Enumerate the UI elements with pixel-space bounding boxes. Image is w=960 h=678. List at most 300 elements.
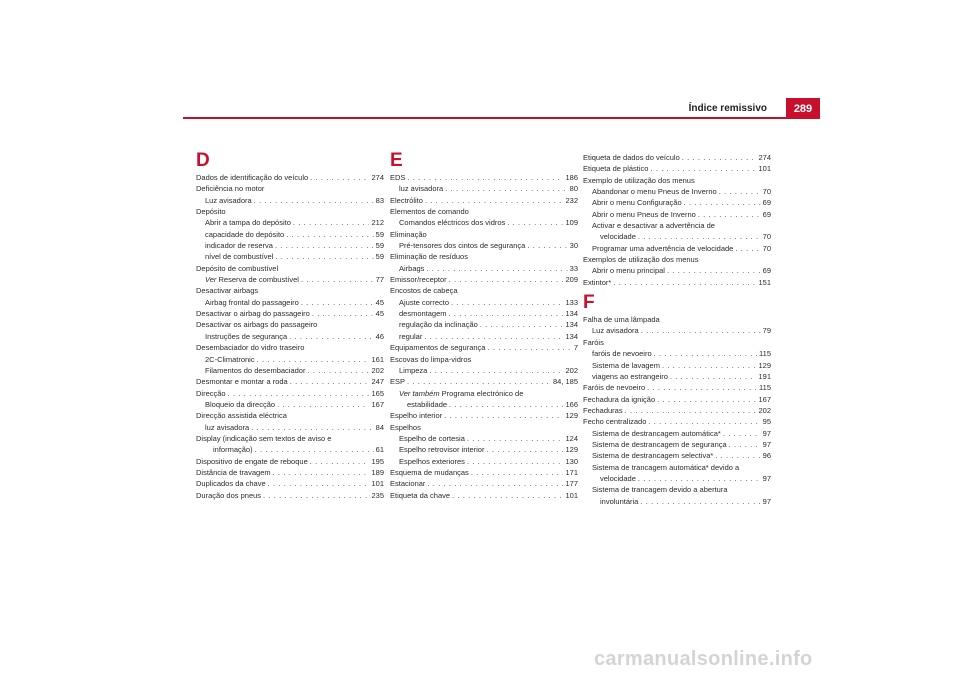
index-entry [390, 285, 578, 296]
entry-page: 134 [565, 309, 578, 319]
leader-dots [277, 399, 369, 410]
leader-dots [613, 277, 756, 288]
index-entry [196, 331, 384, 342]
leader-dots [638, 231, 761, 242]
leader-dots [273, 467, 370, 478]
leader-dots [257, 354, 370, 365]
entry-text: viagens ao estrangeiro [592, 371, 668, 381]
index-entry [196, 206, 384, 217]
entry-text: EDS [390, 173, 406, 182]
leader-dots [449, 399, 563, 410]
leader-dots [719, 186, 761, 197]
entry-label [196, 467, 271, 478]
entry-label [205, 331, 287, 342]
entry-page: 70 [762, 187, 771, 197]
leader-dots [263, 490, 369, 501]
leader-dots [467, 433, 564, 444]
entry-label [390, 478, 425, 489]
index-entry [583, 175, 771, 186]
entry-page: 133 [565, 297, 578, 307]
entry-text: Duração dos pneus [196, 490, 262, 500]
leader-dots [228, 388, 370, 399]
index-entry [196, 217, 384, 228]
leader-dots [487, 342, 571, 353]
leader-dots [735, 243, 760, 254]
entry-text: Falha de uma lâmpada [583, 315, 660, 325]
leader-dots [638, 473, 761, 484]
index-entry [583, 462, 771, 473]
index-column-3 [583, 152, 771, 507]
entry-text: desmontagem [399, 309, 447, 319]
index-entry [390, 183, 578, 194]
entry-text: Luz avisadora [205, 195, 252, 205]
entry-page: 59 [375, 229, 384, 239]
entry-text: Programa electrónico de [439, 388, 524, 398]
entry-text: Airbags [399, 263, 425, 273]
entry-label [205, 399, 275, 410]
entry-label [399, 183, 443, 194]
entry-text: Fechadura da ignição [583, 394, 656, 404]
entry-page: 97 [762, 473, 771, 483]
entry-text: Electrólito [390, 195, 423, 205]
entry-page: 274 [758, 153, 771, 162]
entry-text: Fecho centralizado [583, 417, 647, 427]
index-entry [583, 371, 771, 382]
entry-text: Etiqueta da chave [390, 490, 451, 500]
entry-page: 96 [762, 451, 771, 461]
entry-text: Bloqueio da direcção [205, 399, 276, 409]
index-entry [390, 195, 578, 206]
entry-page: 129 [565, 411, 578, 421]
index-entry [583, 348, 771, 359]
entry-label [390, 376, 405, 387]
index-entry [583, 254, 771, 265]
leader-dots [407, 172, 563, 183]
index-entry [583, 197, 771, 208]
index-entry [196, 388, 384, 399]
entry-text: Eliminação de resíduos [390, 252, 468, 262]
leader-dots [310, 456, 370, 467]
index-entry [583, 382, 771, 393]
leader-dots [662, 360, 757, 371]
entry-text: Desmontar e montar a roda [196, 377, 288, 387]
entry-label [390, 172, 405, 183]
entry-text: Sistema de trancagem automática* devido a [592, 462, 740, 472]
entry-label [205, 195, 252, 206]
index-entry [196, 251, 384, 262]
entry-page: 69 [762, 266, 771, 276]
entry-page: 130 [565, 456, 578, 466]
entry-page: 77 [375, 275, 384, 285]
index-entry [390, 319, 578, 330]
index-entry [390, 478, 578, 489]
entry-label [390, 274, 447, 285]
entry-label [592, 220, 715, 231]
entry-label [196, 285, 258, 296]
entry-text: Abrir o menu Pneus de Inverno [592, 209, 696, 219]
entry-text: Airbag frontal do passageiro [205, 297, 299, 307]
entry-label [205, 365, 305, 376]
leader-dots [723, 428, 761, 439]
index-entry [390, 365, 578, 376]
index-entry [196, 240, 384, 251]
entry-text: Esquema de mudanças [390, 467, 469, 477]
index-entry [390, 399, 578, 410]
leader-dots [307, 365, 369, 376]
entry-label [196, 478, 266, 489]
entry-page: 59 [375, 252, 384, 262]
entry-label [196, 172, 308, 183]
entry-page: 134 [565, 331, 578, 341]
entry-text: Depósito [196, 207, 226, 217]
index-entry [196, 229, 384, 240]
entry-label [196, 206, 226, 217]
index-entry [196, 478, 384, 489]
entry-text: Distância de travagem [196, 467, 271, 477]
entry-text: Encostos de cabeça [390, 286, 458, 296]
entry-text: Sistema de trancagem devido a abertura [592, 485, 728, 495]
index-entry [196, 263, 384, 274]
entry-label [196, 319, 317, 330]
entry-label [592, 450, 713, 461]
entry-label [390, 467, 469, 478]
entry-text: Deficiência no motor [196, 184, 265, 194]
entry-text: Dispositivo de engate de reboque [196, 456, 308, 466]
index-entry [390, 308, 578, 319]
leader-dots [424, 331, 563, 342]
leader-dots [275, 251, 373, 262]
entry-page: 45 [375, 309, 384, 319]
index-entry [390, 354, 578, 365]
entry-see-also: Ver também [399, 388, 440, 398]
entry-text: Filamentos do desembaciador [205, 365, 306, 375]
entry-label [205, 229, 284, 240]
entry-label [205, 217, 291, 228]
leader-dots [647, 382, 757, 393]
entry-page: 109 [565, 218, 578, 228]
entry-text: Pré-tensores dos cintos de segurança [399, 241, 526, 251]
leader-dots [451, 297, 563, 308]
entry-page: 80 [569, 184, 578, 194]
entry-page: 165 [371, 388, 384, 398]
entry-page: 69 [762, 198, 771, 208]
page-title: Índice remissivo [688, 103, 767, 114]
index-entry [196, 365, 384, 376]
leader-dots [268, 478, 370, 489]
leader-dots [480, 319, 564, 330]
entry-label [583, 314, 660, 325]
leader-dots [449, 274, 564, 285]
leader-dots [445, 183, 567, 194]
index-entry [390, 251, 578, 262]
entry-label [592, 243, 733, 254]
index-entry [196, 274, 384, 285]
index-entry [196, 195, 384, 206]
entry-label [399, 433, 465, 444]
section-letter: E [390, 150, 403, 171]
entry-page: 45 [375, 297, 384, 307]
leader-dots [452, 490, 563, 501]
entry-label [390, 285, 458, 296]
entry-text: estabilidade [407, 399, 448, 409]
entry-page: 115 [759, 383, 771, 393]
index-entry [583, 220, 771, 231]
entry-label [399, 319, 478, 330]
entry-text: Sistema de lavagem [592, 360, 660, 370]
entry-label [407, 399, 447, 410]
leader-dots [684, 197, 761, 208]
entry-label [600, 473, 636, 484]
index-entry [390, 490, 578, 501]
index-entry [196, 319, 384, 330]
entry-text: Dados de identificação do veículo [196, 173, 309, 182]
entry-page: 202 [758, 405, 771, 415]
entry-page: 101 [371, 479, 384, 489]
entry-text: Ajuste correcto [399, 297, 450, 307]
entry-page: 235 [371, 490, 384, 500]
entry-label [205, 354, 255, 365]
entry-label [196, 456, 308, 467]
entry-label [196, 433, 331, 444]
entry-text: luz avisadora [205, 422, 250, 432]
entry-text: 2C-Climatronic [205, 354, 255, 364]
entry-label [390, 342, 485, 353]
leader-dots [255, 444, 374, 455]
entry-text: Depósito de combustível [196, 263, 279, 273]
leader-dots [486, 444, 563, 455]
index-entry [196, 342, 384, 353]
leader-dots [310, 172, 369, 183]
leader-dots [301, 297, 374, 308]
entry-label [196, 410, 287, 421]
index-entry [583, 450, 771, 461]
entry-page: 167 [371, 399, 384, 409]
entry-text: Etiqueta de plástico [583, 164, 649, 174]
index-entry [390, 444, 578, 455]
entry-label [196, 388, 226, 399]
entry-text: Faróis [583, 337, 604, 347]
leader-dots [640, 496, 760, 507]
entry-page: 189 [371, 467, 384, 477]
entry-label [592, 186, 717, 197]
index-entry [390, 206, 578, 217]
entry-text: Espelho de cortesia [399, 433, 465, 443]
entry-text: Equipamentos de segurança [390, 343, 486, 353]
entry-text: velocidade [600, 232, 636, 242]
entry-text: Comandos eléctricos dos vidros [399, 218, 506, 228]
index-entry [390, 331, 578, 342]
index-entry [583, 209, 771, 220]
entry-text: Faróis de nevoeiro [583, 383, 646, 393]
entry-label [592, 209, 696, 220]
entry-label [390, 195, 423, 206]
entry-text: Fechaduras [583, 405, 623, 415]
entry-label [399, 240, 525, 251]
index-entry [583, 428, 771, 439]
index-entry [196, 399, 384, 410]
entry-page: 161 [371, 354, 384, 364]
entry-label [592, 484, 728, 495]
entry-page: 232 [565, 195, 578, 205]
entry-page: 151 [758, 277, 771, 287]
entry-label [196, 263, 278, 274]
entry-page: 59 [375, 241, 384, 251]
entry-page: 46 [375, 331, 384, 341]
entry-text: indicador de reserva [205, 241, 273, 251]
index-entry [583, 325, 771, 336]
index-entry [196, 490, 384, 501]
entry-text: Abrir o menu principal [592, 266, 665, 276]
entry-label [390, 410, 442, 421]
entry-page: 209 [565, 275, 578, 285]
entry-text: nível de combustível [205, 252, 274, 262]
entry-text: Desactivar o airbag do passageiro [196, 309, 310, 319]
entry-page: 101 [758, 164, 771, 174]
watermark-text: carmanualsonline.info [594, 648, 813, 670]
entry-label [583, 277, 611, 288]
index-entry [583, 394, 771, 405]
entry-label [399, 444, 484, 455]
entry-label [205, 240, 273, 251]
entry-text: Luz avisadora [592, 326, 639, 336]
leader-dots [425, 195, 564, 206]
page-number: 289 [793, 102, 813, 115]
index-entry [390, 274, 578, 285]
entry-text: Emissor/receptor [390, 275, 447, 285]
entry-text: Direcção [196, 388, 226, 398]
leader-dots [657, 394, 756, 405]
index-entry [583, 186, 771, 197]
index-entry [583, 360, 771, 371]
entry-label [600, 496, 638, 507]
entry-label [592, 197, 682, 208]
index-entry [196, 297, 384, 308]
index-entry [196, 410, 384, 421]
leader-dots [427, 478, 563, 489]
entry-label [583, 152, 680, 163]
entry-label [390, 490, 450, 501]
entry-label [592, 360, 660, 371]
entry-label [399, 388, 523, 399]
entry-page: 70 [762, 232, 771, 242]
entry-text: ESP [390, 377, 406, 387]
index-entry [196, 183, 384, 194]
entry-page: 95 [762, 417, 771, 427]
entry-label [390, 229, 427, 240]
index-entry [583, 231, 771, 242]
entry-page: 97 [762, 496, 771, 506]
entry-page: 30 [569, 241, 578, 251]
index-entry [390, 240, 578, 251]
leader-dots [650, 163, 756, 174]
index-entry [390, 217, 578, 228]
leader-dots [471, 467, 564, 478]
entry-label [592, 325, 639, 336]
index-entry [583, 473, 771, 484]
leader-dots [715, 450, 760, 461]
entry-page: 134 [565, 320, 578, 330]
entry-label [592, 348, 652, 359]
index-entry [390, 410, 578, 421]
entry-text: Espelhos exteriores [399, 456, 465, 466]
entry-label [196, 490, 261, 501]
index-entry [196, 285, 384, 296]
index-entry [583, 152, 771, 163]
entry-text: informação) [213, 445, 253, 455]
entry-text: Desactivar airbags [196, 286, 259, 296]
index-entry [196, 444, 384, 455]
entry-text: Sistema de destrancagem automática* [592, 428, 721, 438]
entry-page: 61 [375, 445, 384, 455]
entry-text: regulação da inclinação [399, 320, 478, 330]
entry-text: Espelho retrovisor interior [399, 445, 485, 455]
index-entry [390, 263, 578, 274]
index-entry [196, 467, 384, 478]
entry-page: 212 [371, 218, 384, 228]
entry-label [390, 206, 469, 217]
entry-label [399, 263, 424, 274]
header-rule [183, 117, 820, 119]
section-letter: D [196, 150, 210, 171]
entry-label [213, 444, 253, 455]
entry-page: 69 [762, 209, 771, 219]
index-column-1 [196, 150, 384, 501]
entry-see-also: Ver [205, 275, 217, 285]
entry-text: Eliminação [390, 229, 427, 239]
index-entry [583, 314, 771, 325]
entry-text: Programar uma advertência de velocidade [592, 243, 734, 253]
entry-label [583, 254, 698, 265]
index-entry [583, 439, 771, 450]
index-entry [196, 172, 384, 183]
entry-label [583, 394, 655, 405]
entry-page: 84, 185 [552, 377, 578, 387]
entry-text: Sistema de destrancagem selectiva* [592, 451, 714, 461]
entry-text: Limpeza [399, 365, 428, 375]
entry-page: 101 [565, 490, 578, 500]
index-entry [390, 388, 578, 399]
entry-text: Reserva de combustível [216, 275, 299, 285]
entry-text: Espelhos [390, 422, 421, 432]
entry-label [592, 371, 668, 382]
leader-dots [467, 456, 564, 467]
entry-label [399, 331, 422, 342]
leader-dots [286, 229, 373, 240]
entry-text: velocidade [600, 473, 636, 483]
entry-label [600, 231, 636, 242]
entry-label [399, 456, 465, 467]
index-entry [196, 433, 384, 444]
leader-dots [426, 263, 567, 274]
index-entry [390, 342, 578, 353]
index-entry [390, 229, 578, 240]
entry-text: Abandonar o menu Pneus de Inverno [592, 187, 717, 197]
leader-dots [654, 348, 757, 359]
section-letter: F [583, 292, 595, 314]
entry-label [390, 422, 421, 433]
entry-text: Exemplos de utilização dos menus [583, 255, 699, 265]
index-column-2 [390, 150, 578, 501]
entry-page: 70 [762, 243, 771, 253]
index-entry [196, 308, 384, 319]
entry-text: Abrir a tampa do depósito [205, 218, 291, 228]
entry-text: Abrir o menu Configuração [592, 198, 682, 208]
entry-text: luz avisadora [399, 184, 444, 194]
index-entry [390, 433, 578, 444]
entry-page: 115 [759, 349, 771, 359]
entry-page: 124 [565, 433, 578, 443]
entry-text: regular [399, 331, 423, 341]
